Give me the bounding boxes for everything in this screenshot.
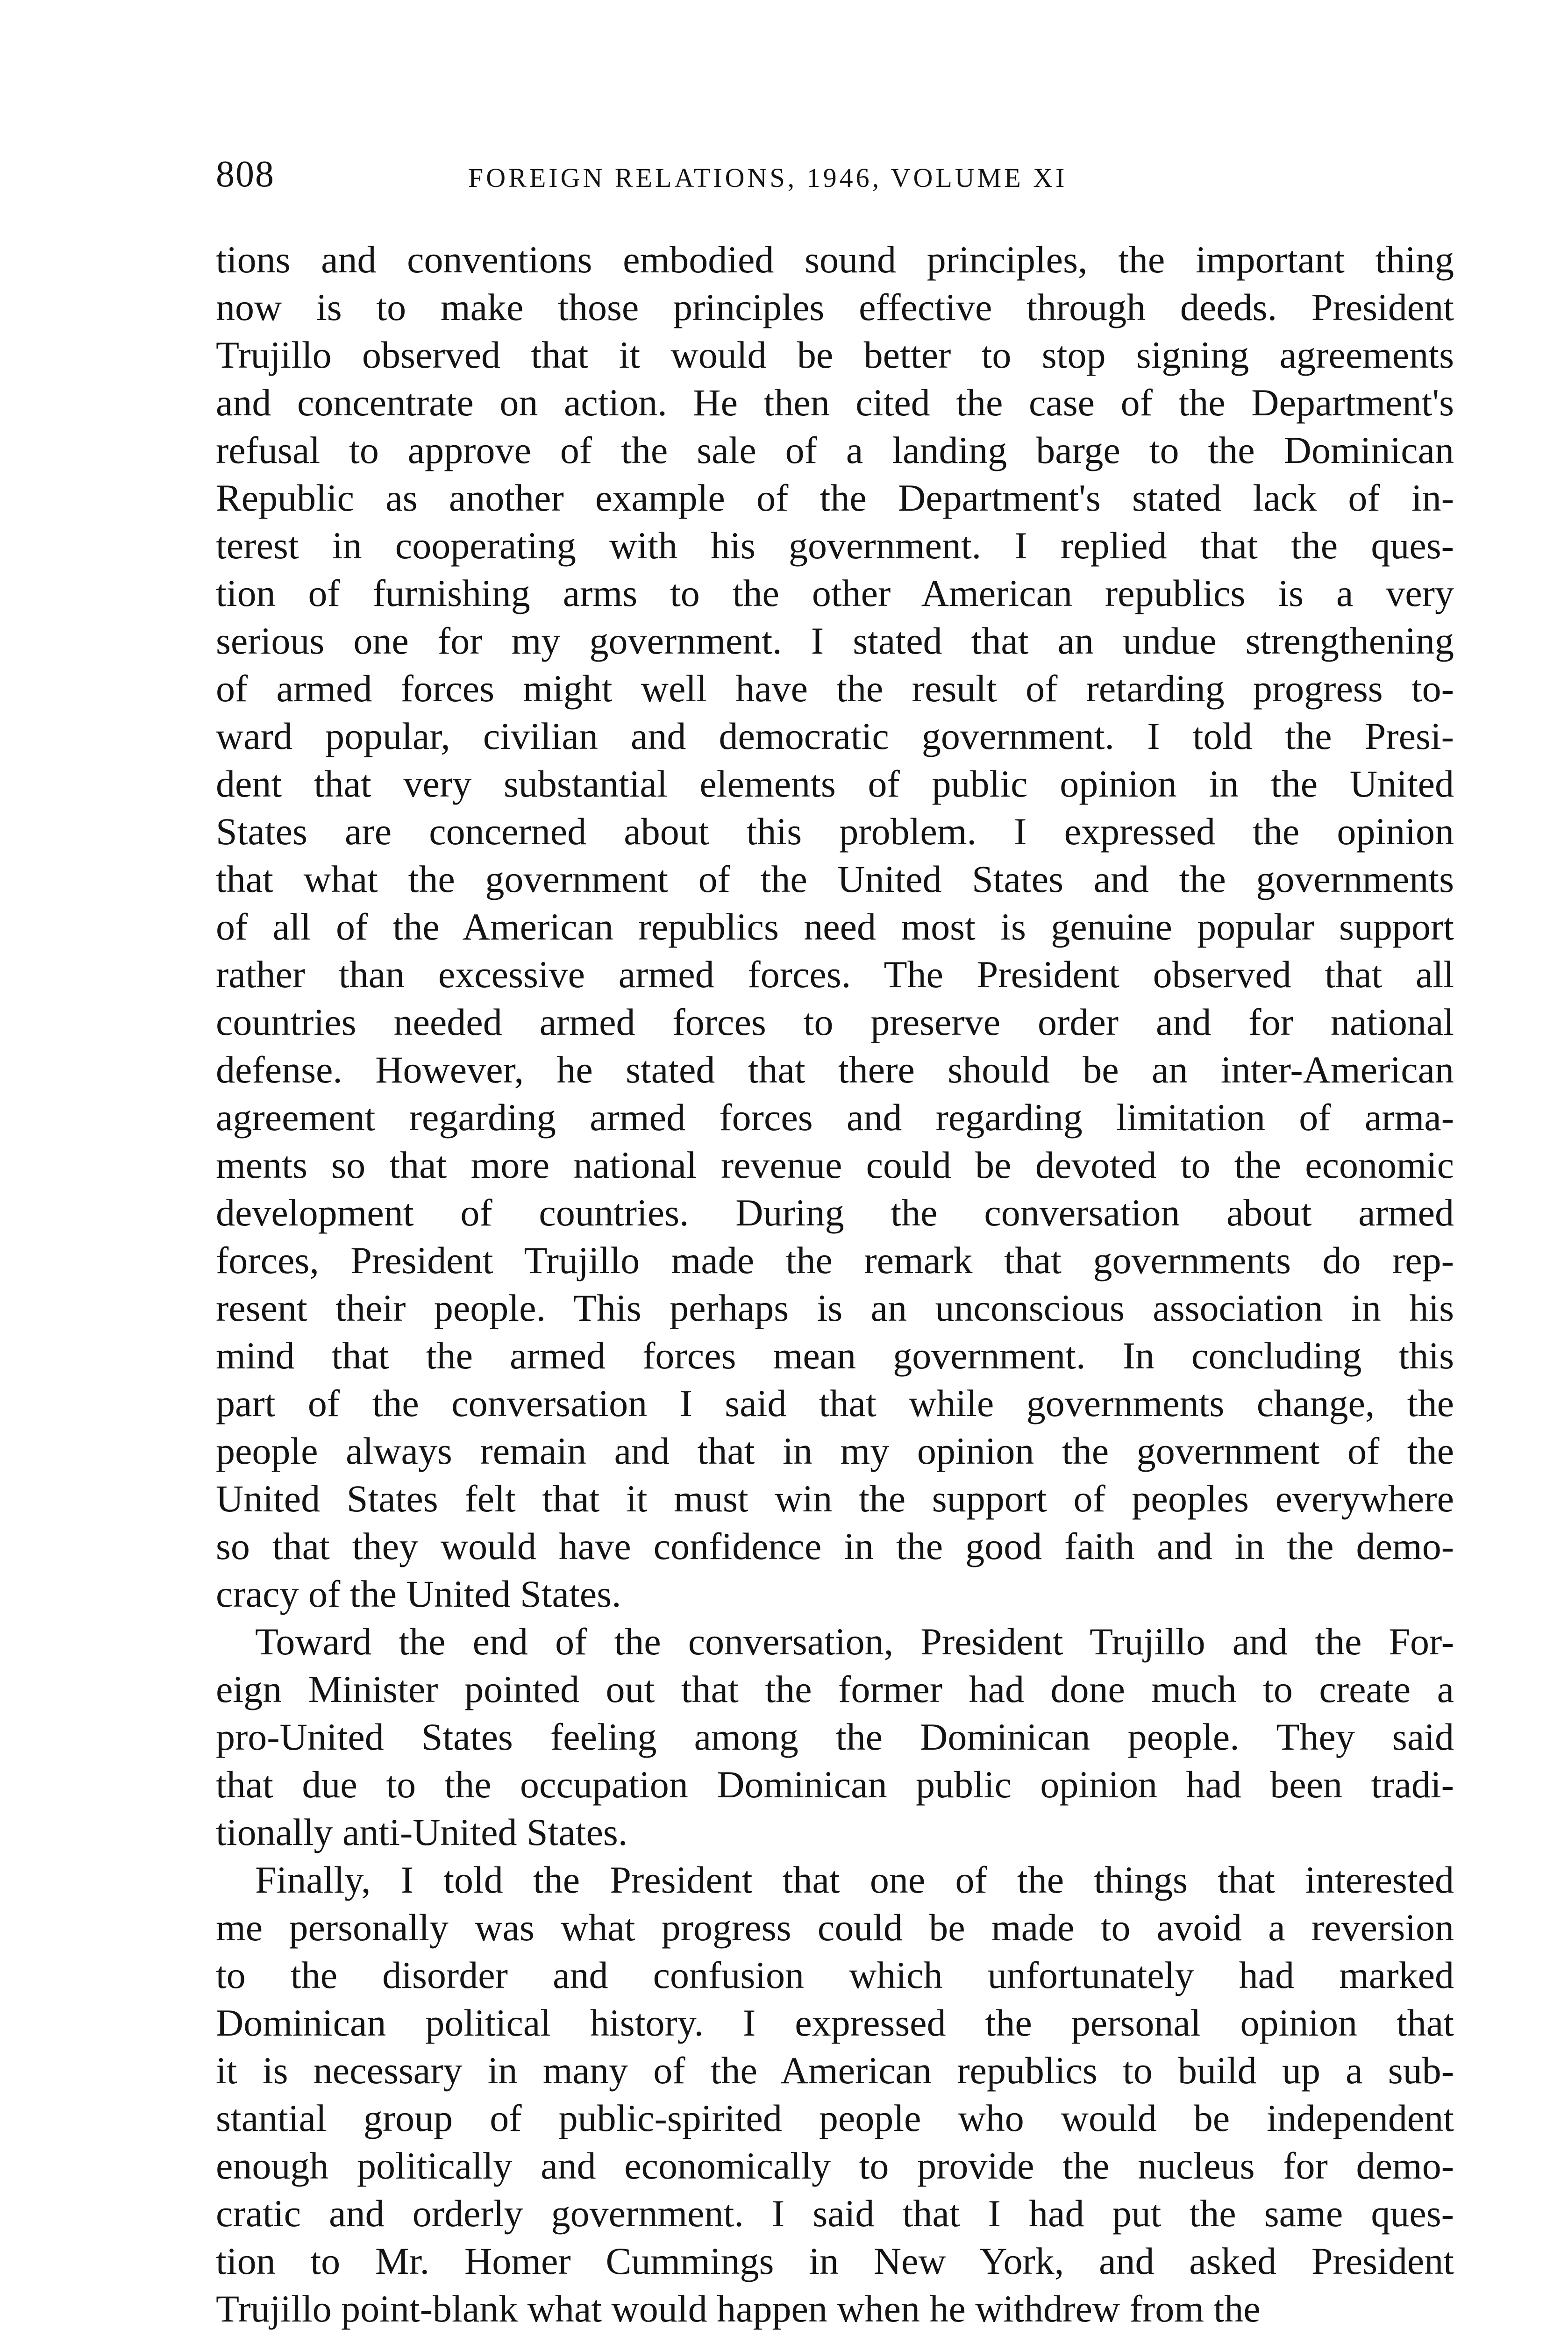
text-line: pro-United States feeling among the Dominican people. They said — [216, 1716, 1454, 1758]
text-line: tion of furnishing arms to the other American republics is a very — [216, 572, 1454, 614]
page-header — [216, 149, 1454, 200]
body-text — [216, 236, 1454, 2333]
text-line: to the disorder and confusion which unfortunately had marked — [216, 1954, 1454, 1996]
text-line: agreement regarding armed forces and regarding limitation of arma- — [216, 1096, 1454, 1139]
text-line: Trujillo observed that it would be better to stop signing agreements — [216, 334, 1454, 376]
text-line: mind that the armed forces mean government. In concluding this — [216, 1334, 1454, 1377]
text-line: eign Minister pointed out that the former had done much to create a — [216, 1668, 1454, 1710]
text-line: tions and conventions embodied sound principles, the important thing — [216, 238, 1454, 281]
running-head: FOREIGN RELATIONS, 1946, VOLUME XI — [468, 163, 1068, 193]
text-line: Trujillo point-blank what would happen when he withdrew from the — [216, 2287, 1261, 2330]
text-line: Finally, I told the President that one of the things that interested — [255, 1859, 1454, 1901]
text-line: refusal to approve of the sale of a landing barge to the Dominican — [216, 429, 1454, 471]
text-line: resent their people. This perhaps is an unconscious association in his — [216, 1287, 1454, 1329]
paragraph — [216, 1856, 1454, 2333]
text-line: of armed forces might well have the result of retarding progress to- — [216, 667, 1454, 710]
text-line: Republic as another example of the Department's stated lack of in- — [216, 477, 1454, 519]
text-line: defense. However, he stated that there should be an inter-American — [216, 1048, 1454, 1091]
text-line: so that they would have confidence in the good faith and in the demo- — [216, 1525, 1454, 1567]
text-line: cratic and orderly government. I said that I had put the same ques- — [216, 2192, 1454, 2235]
text-line: now is to make those principles effective through deeds. President — [216, 286, 1454, 328]
text-line: ward popular, civilian and democratic government. I told the Presi- — [216, 715, 1454, 757]
text-line: forces, President Trujillo made the remark that governments do rep- — [216, 1239, 1454, 1282]
page-number: 808 — [216, 154, 275, 195]
paragraph — [216, 1618, 1454, 1856]
text-line: Toward the end of the conversation, President Trujillo and the For- — [255, 1620, 1454, 1663]
text-line: United States felt that it must win the support of peoples everywhere — [216, 1477, 1454, 1520]
text-line: Dominican political history. I expressed the personal opinion that — [216, 2001, 1454, 2044]
text-line: and concentrate on action. He then cited the case of the Department's — [216, 381, 1454, 424]
text-line: part of the conversation I said that while governments change, the — [216, 1382, 1454, 1424]
text-line: development of countries. During the conversation about armed — [216, 1191, 1454, 1234]
text-line: of all of the American republics need most is genuine popular support — [216, 905, 1454, 948]
text-line: enough politically and economically to provide the nucleus for demo- — [216, 2144, 1454, 2187]
text-line: tionally anti-United States. — [216, 1811, 628, 1853]
text-line: that due to the occupation Dominican public opinion had been tradi- — [216, 1763, 1454, 1806]
text-line: rather than excessive armed forces. The President observed that all — [216, 953, 1454, 996]
paragraph — [216, 236, 1454, 1618]
text-line: people always remain and that in my opinion the government of the — [216, 1430, 1454, 1472]
text-line: me personally was what progress could be made to avoid a reversion — [216, 1906, 1454, 1949]
text-line: cracy of the United States. — [216, 1573, 621, 1615]
text-line: that what the government of the United States and the governments — [216, 858, 1454, 900]
text-line: dent that very substantial elements of public opinion in the United — [216, 762, 1454, 805]
text-line: it is necessary in many of the American republics to build up a sub- — [216, 2049, 1454, 2092]
text-line: countries needed armed forces to preserve order and for national — [216, 1001, 1454, 1043]
text-line: ments so that more national revenue could be devoted to the economic — [216, 1144, 1454, 1186]
text-line: States are concerned about this problem. I expressed the opinion — [216, 810, 1454, 853]
text-line: stantial group of public-spirited people who would be independent — [216, 2097, 1454, 2139]
text-line: serious one for my government. I stated that an undue strengthening — [216, 620, 1454, 662]
text-line: terest in cooperating with his government. I replied that the ques- — [216, 524, 1454, 567]
text-line: tion to Mr. Homer Cummings in New York, and asked President — [216, 2240, 1454, 2282]
